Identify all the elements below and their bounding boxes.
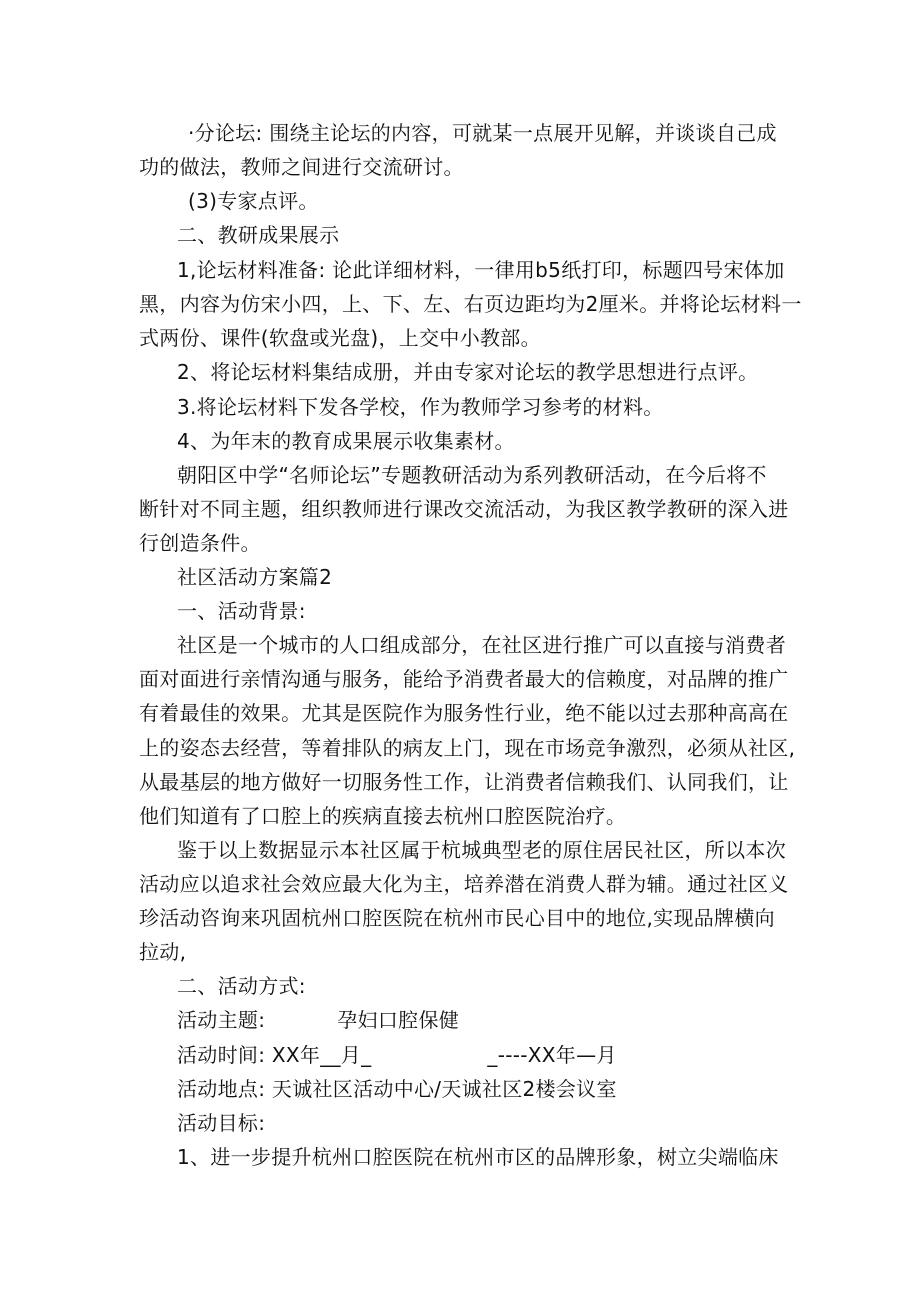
paragraph-line: 活动目标: [177,1111,266,1135]
paragraph-line: 拉动, [139,940,187,964]
section-heading: 二、活动方式: [177,974,306,998]
paragraph-line: 活动地点: 天诚社区活动中心/天诚社区2楼会议室 [177,1077,617,1101]
activity-theme-row [177,1008,459,1032]
section-heading: 二、教研成果展示 [177,223,340,247]
paragraph-line: (3)专家点评。 [188,189,319,213]
paragraph-line: 行创造条件。 [139,531,261,555]
paragraph-line: 2、将论坛材料集结成册，并由专家对论坛的教学思想进行点评。 [177,360,759,384]
section-heading: 一、活动背景: [177,599,306,623]
activity-time-label: 活动时间: XX年__月_ [177,1043,372,1067]
activity-time-row [177,1043,617,1067]
paragraph-line: 他们知道有了口腔上的疾病直接去杭州口腔医院治疗。 [139,804,627,828]
paragraph-line: 1,论坛材料准备: 论此详细材料，一律用b5纸打印，标题四号宋体加 [177,258,785,282]
paragraph-line: 3.将论坛材料下发各学校，作为教师学习参考的材料。 [177,395,664,419]
paragraph-line: 黑，内容为仿宋小四，上、下、左、右页边距均为2厘米。并将论坛材料一 [139,292,802,316]
paragraph-line: ·分论坛: 围绕主论坛的内容，可就某一点展开见解，并谈谈自己成 [188,121,777,145]
paragraph-line: 鉴于以上数据显示本社区属于杭城典型老的原住居民社区，所以本次 [177,838,786,862]
activity-theme-value: 孕妇口腔保健 [337,1008,460,1032]
paragraph-line: 功的做法，教师之间进行交流研讨。 [139,155,464,179]
paragraph-line: 活动应以追求社会效应最大化为主，培养潜在消费人群为辅。通过社区义 [139,872,789,896]
paragraph-line: 上的姿态去经营，等着排队的病友上门，现在市场竞争激烈，必须从社区, [139,736,796,760]
paragraph-line: 式两份、课件(软盘或光盘)，上交中小教部。 [139,326,541,350]
paragraph-line: 从最基层的地方做好一切服务性工作，让消费者信赖我们、认同我们，让 [139,770,789,794]
paragraph-line: 珍活动咨询来巩固杭州口腔医院在杭州市民心目中的地位,实现品牌横向 [139,906,775,930]
activity-theme-label: 活动主题: [177,1008,266,1032]
paragraph-line: 朝阳区中学“名师论坛”专题教研活动为系列教研活动，在今后将不 [177,463,767,487]
paragraph-line: 有着最佳的效果。尤其是医院作为服务性行业，绝不能以过去那种高高在 [139,701,789,725]
section-title: 社区活动方案篇2 [177,565,333,589]
paragraph-line: 面对面进行亲情沟通与服务，能给予消费者最大的信赖度，对品牌的推广 [139,667,789,691]
paragraph-line: 断针对不同主题，组织教师进行课改交流活动，为我区教学教研的深入进 [139,497,789,521]
paragraph-line: 1、进一步提升杭州口腔医院在杭州市区的品牌形象，树立尖端临床 [177,1145,779,1169]
paragraph-line: 社区是一个城市的人口组成部分，在社区进行推广可以直接与消费者 [177,633,786,657]
paragraph-line: 4、为年末的教育成果展示收集素材。 [177,429,515,453]
activity-time-value: _----XX年—月 [487,1043,617,1067]
